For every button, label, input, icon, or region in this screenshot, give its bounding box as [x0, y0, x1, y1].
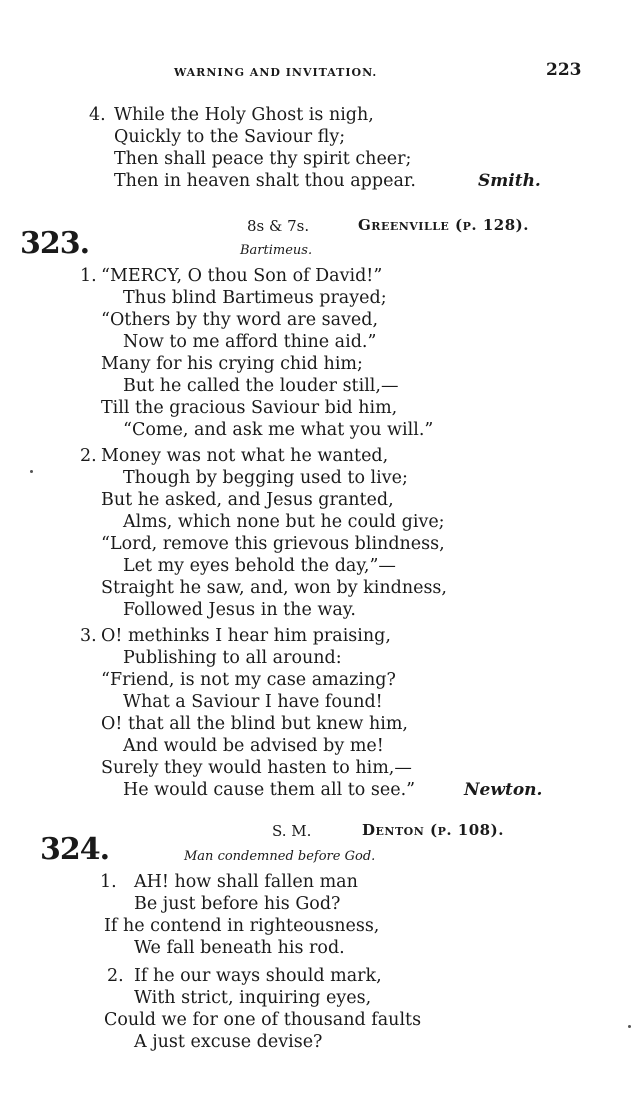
stanza-number: 2.: [80, 446, 97, 466]
verse-line: We fall beneath his rod.: [134, 938, 345, 958]
verse-line: “Friend, is not my case amazing?: [101, 670, 396, 690]
verse-line: With strict, inquiring eyes,: [134, 988, 372, 1008]
verse-line: Then shall peace thy spirit cheer;: [114, 149, 412, 169]
verse-line: “MERCY, O thou Son of David!”: [101, 266, 383, 286]
verse-line: But he asked, and Jesus granted,: [101, 490, 394, 510]
verse-line: Followed Jesus in the way.: [123, 600, 356, 620]
verse-line: O! that all the blind but knew him,: [101, 714, 408, 734]
verse-line: Surely they would hasten to him,—: [101, 758, 412, 778]
verse-line: Then in heaven shalt thou appear.: [114, 171, 416, 191]
verse-line: Now to me afford thine aid.”: [123, 332, 377, 352]
stanza-number: 4.: [89, 105, 106, 125]
verse-line: But he called the louder still,—: [123, 376, 399, 396]
verse-line: Straight he saw, and, won by kindness,: [101, 578, 447, 598]
hymn-number: 323.: [20, 226, 90, 261]
stanza-number: 1.: [80, 266, 97, 286]
verse-line: And would be advised by me!: [123, 736, 384, 756]
print-speck: [30, 470, 33, 473]
running-title: WARNING AND INVITATION.: [174, 66, 378, 79]
verse-line: Money was not what he wanted,: [101, 446, 389, 466]
verse-line: While the Holy Ghost is nigh,: [114, 105, 374, 125]
verse-line: He would cause them all to see.”: [123, 780, 416, 800]
hymn-subtitle: Bartimeus.: [240, 243, 313, 258]
hymn-meter: 8s & 7s.: [247, 217, 310, 235]
verse-line: A just excuse devise?: [134, 1032, 323, 1052]
hymn-number: 324.: [40, 832, 110, 867]
verse-line: “Others by thy word are saved,: [101, 310, 379, 330]
verse-line: Quickly to the Saviour fly;: [114, 127, 346, 147]
hymn-subtitle: Man condemned before God.: [184, 849, 376, 864]
verse-line: Could we for one of thousand faults: [104, 1010, 422, 1030]
verse-line: If he contend in righteousness,: [104, 916, 380, 936]
tune-reference: Denton (p. 108).: [362, 821, 504, 839]
verse-line: “Lord, remove this grievous blindness,: [101, 534, 445, 554]
verse-line: Thus blind Bartimeus prayed;: [123, 288, 387, 308]
stanza-number: 3.: [80, 626, 97, 646]
verse-line: If he our ways should mark,: [134, 966, 382, 986]
verse-line: “Come, and ask me what you will.”: [123, 420, 434, 440]
verse-line: Many for his crying chid him;: [101, 354, 363, 374]
author-attribution: Smith.: [478, 171, 541, 191]
verse-line: Be just before his God?: [134, 894, 341, 914]
author-attribution: Newton.: [464, 780, 543, 800]
verse-line: Let my eyes behold the day,”—: [123, 556, 396, 576]
print-speck: [628, 1025, 631, 1028]
verse-line: O! methinks I hear him praising,: [101, 626, 391, 646]
verse-line: Alms, which none but he could give;: [123, 512, 445, 532]
verse-line: Though by begging used to live;: [123, 468, 408, 488]
stanza-number: 2.: [107, 966, 124, 986]
verse-line: AH! how shall fallen man: [134, 872, 358, 892]
tune-reference: Greenville (p. 128).: [358, 216, 529, 234]
verse-line: Till the gracious Saviour bid him,: [101, 398, 398, 418]
hymn-meter: S. M.: [272, 822, 312, 840]
stanza-number: 1.: [100, 872, 117, 892]
verse-line: Publishing to all around:: [123, 648, 342, 668]
verse-line: What a Saviour I have found!: [123, 692, 383, 712]
page-number: 223: [546, 60, 582, 80]
